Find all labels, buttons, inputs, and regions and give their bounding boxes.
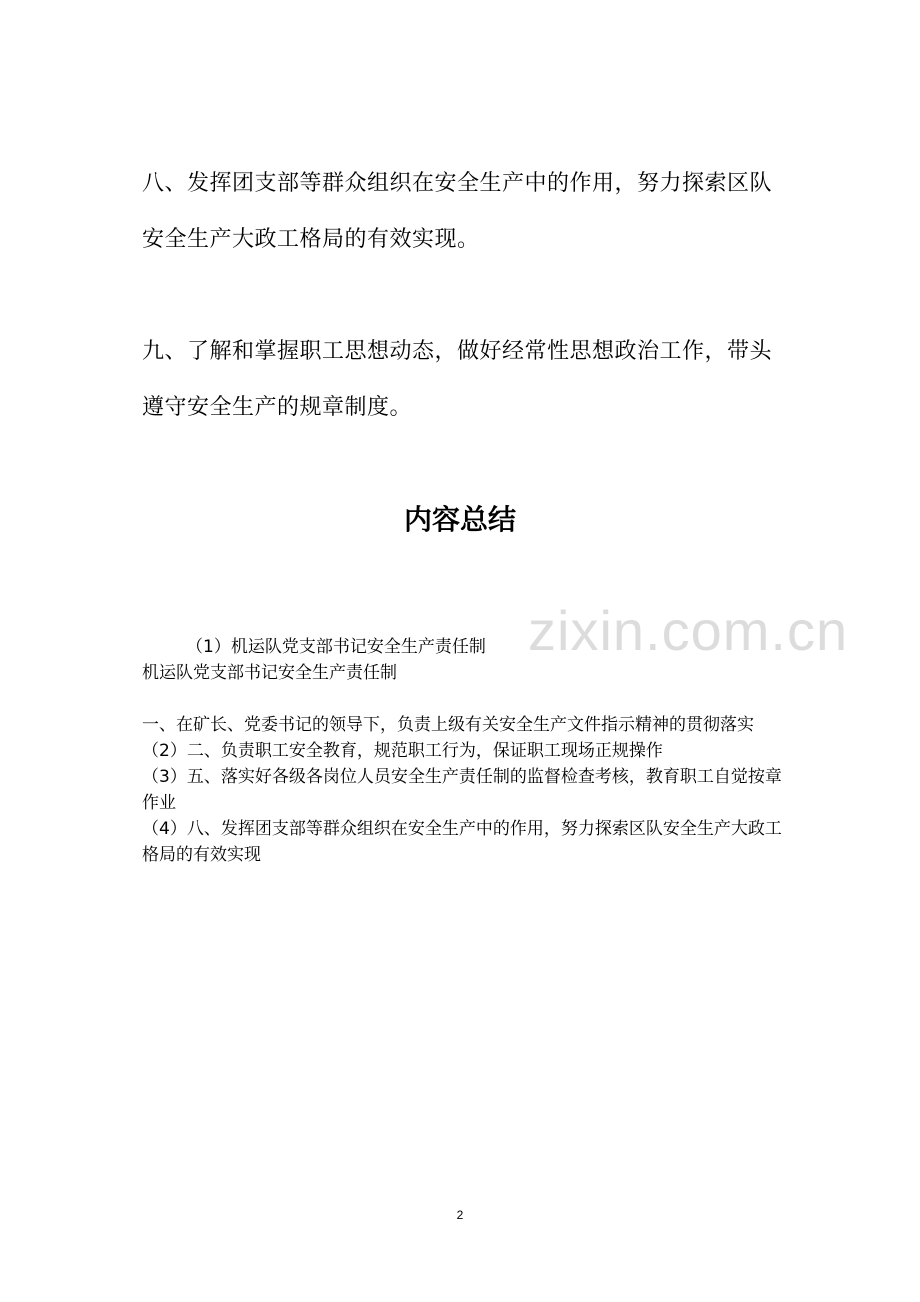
summary-line-3: 一、在矿长、党委书记的领导下，负责上级有关安全生产文件指示精神的贯彻落实: [142, 715, 754, 735]
summary-title: 内容总结: [403, 503, 516, 536]
summary-line-2: 机运队党支部书记安全生产责任制: [142, 663, 397, 683]
summary-line-6: （4）八、发挥团支部等群众组织在安全生产中的作用，努力探索区队安全生产大政工格局的有效实现: [142, 819, 782, 865]
body-paragraph-8: 八、发挥团支部等群众组织在安全生产中的作用，努力探索区队安全生产大政工格局的有效实现。: [142, 171, 773, 252]
body-paragraph-9: 九、了解和掌握职工思想动态，做好经常性思想政治工作，带头遵守安全生产的规章制度。: [142, 339, 773, 420]
page-number: 2: [456, 1208, 464, 1222]
summary-line-1: （1）机运队党支部书记安全生产责任制: [186, 637, 486, 657]
summary-line-4: （2）二、负责职工安全教育，规范职工行为，保证职工现场正规操作: [142, 741, 663, 761]
summary-section: [142, 634, 782, 868]
watermark: zixin.com.cn: [528, 599, 849, 662]
summary-gap: [142, 686, 782, 712]
summary-line-5: （3）五、落实好各级各岗位人员安全生产责任制的监督检查考核，教育职工自觉按章作业: [142, 767, 782, 813]
